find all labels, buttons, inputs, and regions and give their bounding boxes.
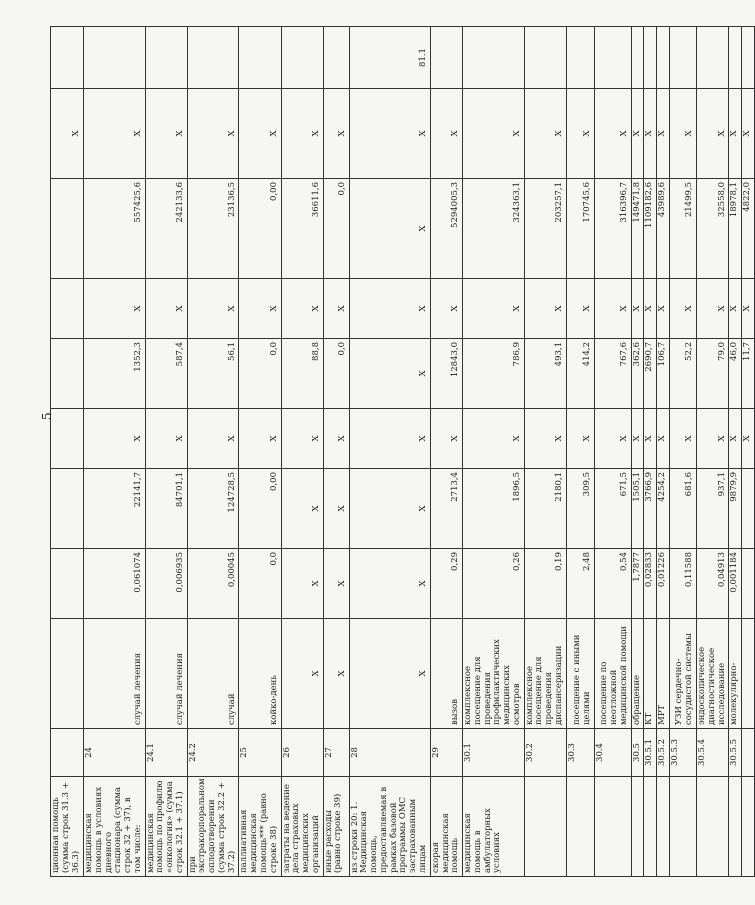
- table-row: [349, 27, 430, 877]
- row-cost: 124728,5: [187, 469, 239, 549]
- page-number: 5: [40, 412, 54, 420]
- row-name: [594, 777, 631, 877]
- row-code: 30.5.2: [657, 729, 670, 777]
- row-name: [524, 777, 566, 877]
- row-normative: X: [323, 549, 349, 619]
- row-code: [742, 729, 755, 777]
- table-row: [669, 27, 696, 877]
- row-unit: посещение по неотложной медицинской помощи: [594, 619, 631, 729]
- row-col6: X: [669, 409, 696, 469]
- row-per-capita: 362,6: [631, 339, 644, 409]
- rotated-page: [50, 27, 753, 877]
- row-per-capita: 0,0: [239, 339, 281, 409]
- row-col8: X: [145, 279, 187, 339]
- row-col6: X: [729, 409, 742, 469]
- row-unit: молекулярно-: [729, 619, 742, 729]
- row-name: медицинская помощь по профилю «онкология» (сумма строк 32.1 + 37.1): [145, 777, 187, 877]
- row-unit: случай лечения: [145, 619, 187, 729]
- row-cost: 2713,4: [430, 469, 462, 549]
- row-col6: X: [696, 409, 728, 469]
- row-code: 25: [239, 729, 281, 777]
- table-row: [430, 27, 462, 877]
- row-col8: X: [696, 279, 728, 339]
- row-total: 4822,0: [742, 179, 755, 279]
- table-row: [145, 27, 187, 877]
- row-cost: [51, 469, 84, 549]
- table-row: [463, 27, 525, 877]
- row-code: 28: [349, 729, 430, 777]
- row-cost: 3766,9: [644, 469, 657, 549]
- row-empty: [594, 27, 631, 89]
- row-col6: X: [349, 409, 430, 469]
- row-total: 1109182,6: [644, 179, 657, 279]
- row-per-capita: 767,6: [594, 339, 631, 409]
- row-col10: X: [349, 89, 430, 179]
- row-total: 18978,1: [729, 179, 742, 279]
- row-per-capita: 56,1: [187, 339, 239, 409]
- row-normative: 0,006935: [145, 549, 187, 619]
- row-col6: X: [239, 409, 281, 469]
- row-code: 30.5.3: [669, 729, 696, 777]
- row-unit: койко-день: [239, 619, 281, 729]
- row-unit: комплексное посещение для проведения диспансеризации: [524, 619, 566, 729]
- row-cost: 84701,1: [145, 469, 187, 549]
- row-col10: X: [566, 89, 594, 179]
- row-per-capita: 493,1: [524, 339, 566, 409]
- row-normative: 1,7877: [631, 549, 644, 619]
- row-code: 24: [84, 729, 146, 777]
- row-col6: X: [524, 409, 566, 469]
- row-name: иные расходы (равно строке 39): [323, 777, 349, 877]
- row-total: 0,0: [323, 179, 349, 279]
- row-name: скорая медицинская помощь: [430, 777, 462, 877]
- row-code: 30.2: [524, 729, 566, 777]
- table-row: [594, 27, 631, 877]
- row-col10: X: [281, 89, 323, 179]
- row-col6: X: [742, 409, 755, 469]
- row-col8: X: [84, 279, 146, 339]
- row-col8: X: [594, 279, 631, 339]
- row-code: 27: [323, 729, 349, 777]
- row-col8: X: [631, 279, 644, 339]
- row-normative: 0,29: [430, 549, 462, 619]
- row-col8: X: [430, 279, 462, 339]
- row-code: 24.1: [145, 729, 187, 777]
- row-col10: X: [669, 89, 696, 179]
- row-name: [669, 777, 696, 877]
- row-name: [696, 777, 728, 877]
- row-total: 0,00: [239, 179, 281, 279]
- row-name: затраты на ведение дела страховых медицинских организаций: [281, 777, 323, 877]
- row-normative: X: [281, 549, 323, 619]
- row-col10: X: [463, 89, 525, 179]
- row-cost: 309,5: [566, 469, 594, 549]
- table-row: [644, 27, 657, 877]
- row-per-capita: X: [349, 339, 430, 409]
- table-row: [631, 27, 644, 877]
- row-empty: [239, 27, 281, 89]
- row-col8: X: [669, 279, 696, 339]
- row-col8: X: [463, 279, 525, 339]
- row-normative: 0,54: [594, 549, 631, 619]
- row-normative: 0,061074: [84, 549, 146, 619]
- table-row: [187, 27, 239, 877]
- row-col10: X: [729, 89, 742, 179]
- row-name: из строки 20: 1. Медицинская помощь, предоставляемая в рамках базовой программы ОМС застрахованным лицам: [349, 777, 430, 877]
- row-col10: X: [187, 89, 239, 179]
- row-col6: X: [187, 409, 239, 469]
- row-empty: [524, 27, 566, 89]
- row-cost: 671,5: [594, 469, 631, 549]
- row-cost: 22141,7: [84, 469, 146, 549]
- row-code: 30.5.1: [644, 729, 657, 777]
- row-name: [729, 777, 742, 877]
- row-col8: X: [349, 279, 430, 339]
- row-empty: [323, 27, 349, 89]
- row-total: 242133,6: [145, 179, 187, 279]
- row-total: [51, 179, 84, 279]
- row-unit: [742, 619, 755, 729]
- row-cost: X: [281, 469, 323, 549]
- row-normative: 0,19: [524, 549, 566, 619]
- row-col8: X: [742, 279, 755, 339]
- row-name: [631, 777, 644, 877]
- row-normative: X: [349, 549, 430, 619]
- row-empty: [657, 27, 670, 89]
- row-unit: вызов: [430, 619, 462, 729]
- row-name: медицинская помощь в условиях дневного стационара (сумма строк 32 + 37), в том числе:: [84, 777, 146, 877]
- row-normative: 0,11588: [669, 549, 696, 619]
- row-col6: [51, 409, 84, 469]
- row-code: 30.3: [566, 729, 594, 777]
- row-col10: X: [84, 89, 146, 179]
- row-name: при экстракорпоральном оплодотворении (сумма строк 32.2 + 37.2): [187, 777, 239, 877]
- row-total: 324363,1: [463, 179, 525, 279]
- row-col10: X: [323, 89, 349, 179]
- row-code: [51, 729, 84, 777]
- row-normative: 2,48: [566, 549, 594, 619]
- row-unit: случай: [187, 619, 239, 729]
- row-cost: X: [323, 469, 349, 549]
- row-name: медицинская помощь в амбулаторных условиях: [463, 777, 525, 877]
- row-code: 30.5: [631, 729, 644, 777]
- table-row: [657, 27, 670, 877]
- row-unit: эндоскопическое диагностическое исследование: [696, 619, 728, 729]
- row-cost: 1505,1: [631, 469, 644, 549]
- row-unit: УЗИ сердечно-сосудистой системы: [669, 619, 696, 729]
- row-cost: 9879,9: [729, 469, 742, 549]
- row-cost: 0,00: [239, 469, 281, 549]
- table-row: [323, 27, 349, 877]
- row-empty: [463, 27, 525, 89]
- row-col10: X: [430, 89, 462, 179]
- row-code: 30.5.4: [696, 729, 728, 777]
- row-code: 30.5.5: [729, 729, 742, 777]
- row-unit: [51, 619, 84, 729]
- row-total: 5294005,3: [430, 179, 462, 279]
- row-col6: X: [566, 409, 594, 469]
- table-row: [524, 27, 566, 877]
- row-code: 29: [430, 729, 462, 777]
- row-col6: X: [594, 409, 631, 469]
- row-empty: [742, 27, 755, 89]
- row-col10: X: [742, 89, 755, 179]
- row-per-capita: 414,2: [566, 339, 594, 409]
- row-col8: X: [729, 279, 742, 339]
- row-normative: [51, 549, 84, 619]
- row-cost: 4254,2: [657, 469, 670, 549]
- row-per-capita: 46,0: [729, 339, 742, 409]
- row-col6: X: [84, 409, 146, 469]
- row-normative: 0,00045: [187, 549, 239, 619]
- row-col8: X: [323, 279, 349, 339]
- row-col6: X: [281, 409, 323, 469]
- row-total: 170745,6: [566, 179, 594, 279]
- row-col8: X: [281, 279, 323, 339]
- row-col6: X: [644, 409, 657, 469]
- row-per-capita: 79,0: [696, 339, 728, 409]
- row-col10: X: [51, 89, 84, 179]
- omc-cost-table: [50, 26, 755, 877]
- row-code: 30.4: [594, 729, 631, 777]
- table-row: [239, 27, 281, 877]
- row-col8: X: [524, 279, 566, 339]
- row-col6: X: [657, 409, 670, 469]
- row-col8: X: [657, 279, 670, 339]
- row-normative: 0,26: [463, 549, 525, 619]
- row-col10: X: [644, 89, 657, 179]
- table-row: [281, 27, 323, 877]
- row-normative: 0,0: [239, 549, 281, 619]
- row-code: 30.1: [463, 729, 525, 777]
- table-row: [742, 27, 755, 877]
- row-empty: [644, 27, 657, 89]
- row-cost: 937,1: [696, 469, 728, 549]
- row-per-capita: [51, 339, 84, 409]
- row-col8: X: [187, 279, 239, 339]
- row-total: 36611,6: [281, 179, 323, 279]
- row-empty: [566, 27, 594, 89]
- row-total: 316396,7: [594, 179, 631, 279]
- row-per-capita: 52,2: [669, 339, 696, 409]
- row-total: 203257,1: [524, 179, 566, 279]
- row-empty: [430, 27, 462, 89]
- row-per-capita: 1352,3: [84, 339, 146, 409]
- row-total: 43989,6: [657, 179, 670, 279]
- row-unit: X: [349, 619, 430, 729]
- row-unit: случай лечения: [84, 619, 146, 729]
- row-unit: МРТ: [657, 619, 670, 729]
- row-per-capita: 88,8: [281, 339, 323, 409]
- table-row: [696, 27, 728, 877]
- row-col8: [51, 279, 84, 339]
- row-total: 21499,5: [669, 179, 696, 279]
- row-empty: [51, 27, 84, 89]
- table-row: [84, 27, 146, 877]
- row-empty: [729, 27, 742, 89]
- row-normative: 0,001184: [729, 549, 742, 619]
- side-note: 81.1: [349, 27, 430, 89]
- row-empty: [84, 27, 146, 89]
- row-total: X: [349, 179, 430, 279]
- table-row: [51, 27, 84, 877]
- row-cost: 1896,5: [463, 469, 525, 549]
- row-code: 26: [281, 729, 323, 777]
- row-normative: 0,04913: [696, 549, 728, 619]
- row-cost: 2180,1: [524, 469, 566, 549]
- row-col6: X: [145, 409, 187, 469]
- row-col10: X: [696, 89, 728, 179]
- row-col8: X: [239, 279, 281, 339]
- row-per-capita: 587,4: [145, 339, 187, 409]
- row-normative: [742, 549, 755, 619]
- row-unit: X: [323, 619, 349, 729]
- row-name: ционная помощь (сумма строк 31.3 + 36.3): [51, 777, 84, 877]
- row-unit: КТ: [644, 619, 657, 729]
- row-unit: X: [281, 619, 323, 729]
- row-name: [742, 777, 755, 877]
- row-cost: 681,6: [669, 469, 696, 549]
- row-col10: X: [239, 89, 281, 179]
- row-col6: X: [430, 409, 462, 469]
- row-empty: [669, 27, 696, 89]
- row-total: 32558,0: [696, 179, 728, 279]
- table-row: [566, 27, 594, 877]
- row-per-capita: 12843,0: [430, 339, 462, 409]
- row-col10: X: [631, 89, 644, 179]
- row-normative: 0,01226: [657, 549, 670, 619]
- row-col10: X: [594, 89, 631, 179]
- row-per-capita: 0,0: [323, 339, 349, 409]
- row-col10: X: [657, 89, 670, 179]
- row-name: [644, 777, 657, 877]
- row-total: 557425,6: [84, 179, 146, 279]
- row-col8: X: [644, 279, 657, 339]
- row-col6: X: [323, 409, 349, 469]
- row-code: 24.2: [187, 729, 239, 777]
- row-col10: X: [524, 89, 566, 179]
- row-cost: X: [349, 469, 430, 549]
- row-empty: [631, 27, 644, 89]
- row-empty: [187, 27, 239, 89]
- row-per-capita: 106,7: [657, 339, 670, 409]
- row-per-capita: 2690,7: [644, 339, 657, 409]
- row-normative: 0,02833: [644, 549, 657, 619]
- row-empty: [145, 27, 187, 89]
- row-col6: X: [463, 409, 525, 469]
- row-col10: X: [145, 89, 187, 179]
- row-total: 149471,8: [631, 179, 644, 279]
- row-cost: [742, 469, 755, 549]
- row-per-capita: 11,7: [742, 339, 755, 409]
- row-total: 23136,5: [187, 179, 239, 279]
- row-name: [657, 777, 670, 877]
- row-col6: X: [631, 409, 644, 469]
- row-name: паллиативная медицинская помощь*** (равно строке 38): [239, 777, 281, 877]
- row-unit: посещение с иными целями: [566, 619, 594, 729]
- row-empty: [281, 27, 323, 89]
- row-empty: [696, 27, 728, 89]
- row-name: [566, 777, 594, 877]
- table-row: [729, 27, 742, 877]
- row-unit: комплексное посещение для проведения профилактических медицинских осмотров: [463, 619, 525, 729]
- row-col8: X: [566, 279, 594, 339]
- row-per-capita: 786,9: [463, 339, 525, 409]
- row-unit: обращение: [631, 619, 644, 729]
